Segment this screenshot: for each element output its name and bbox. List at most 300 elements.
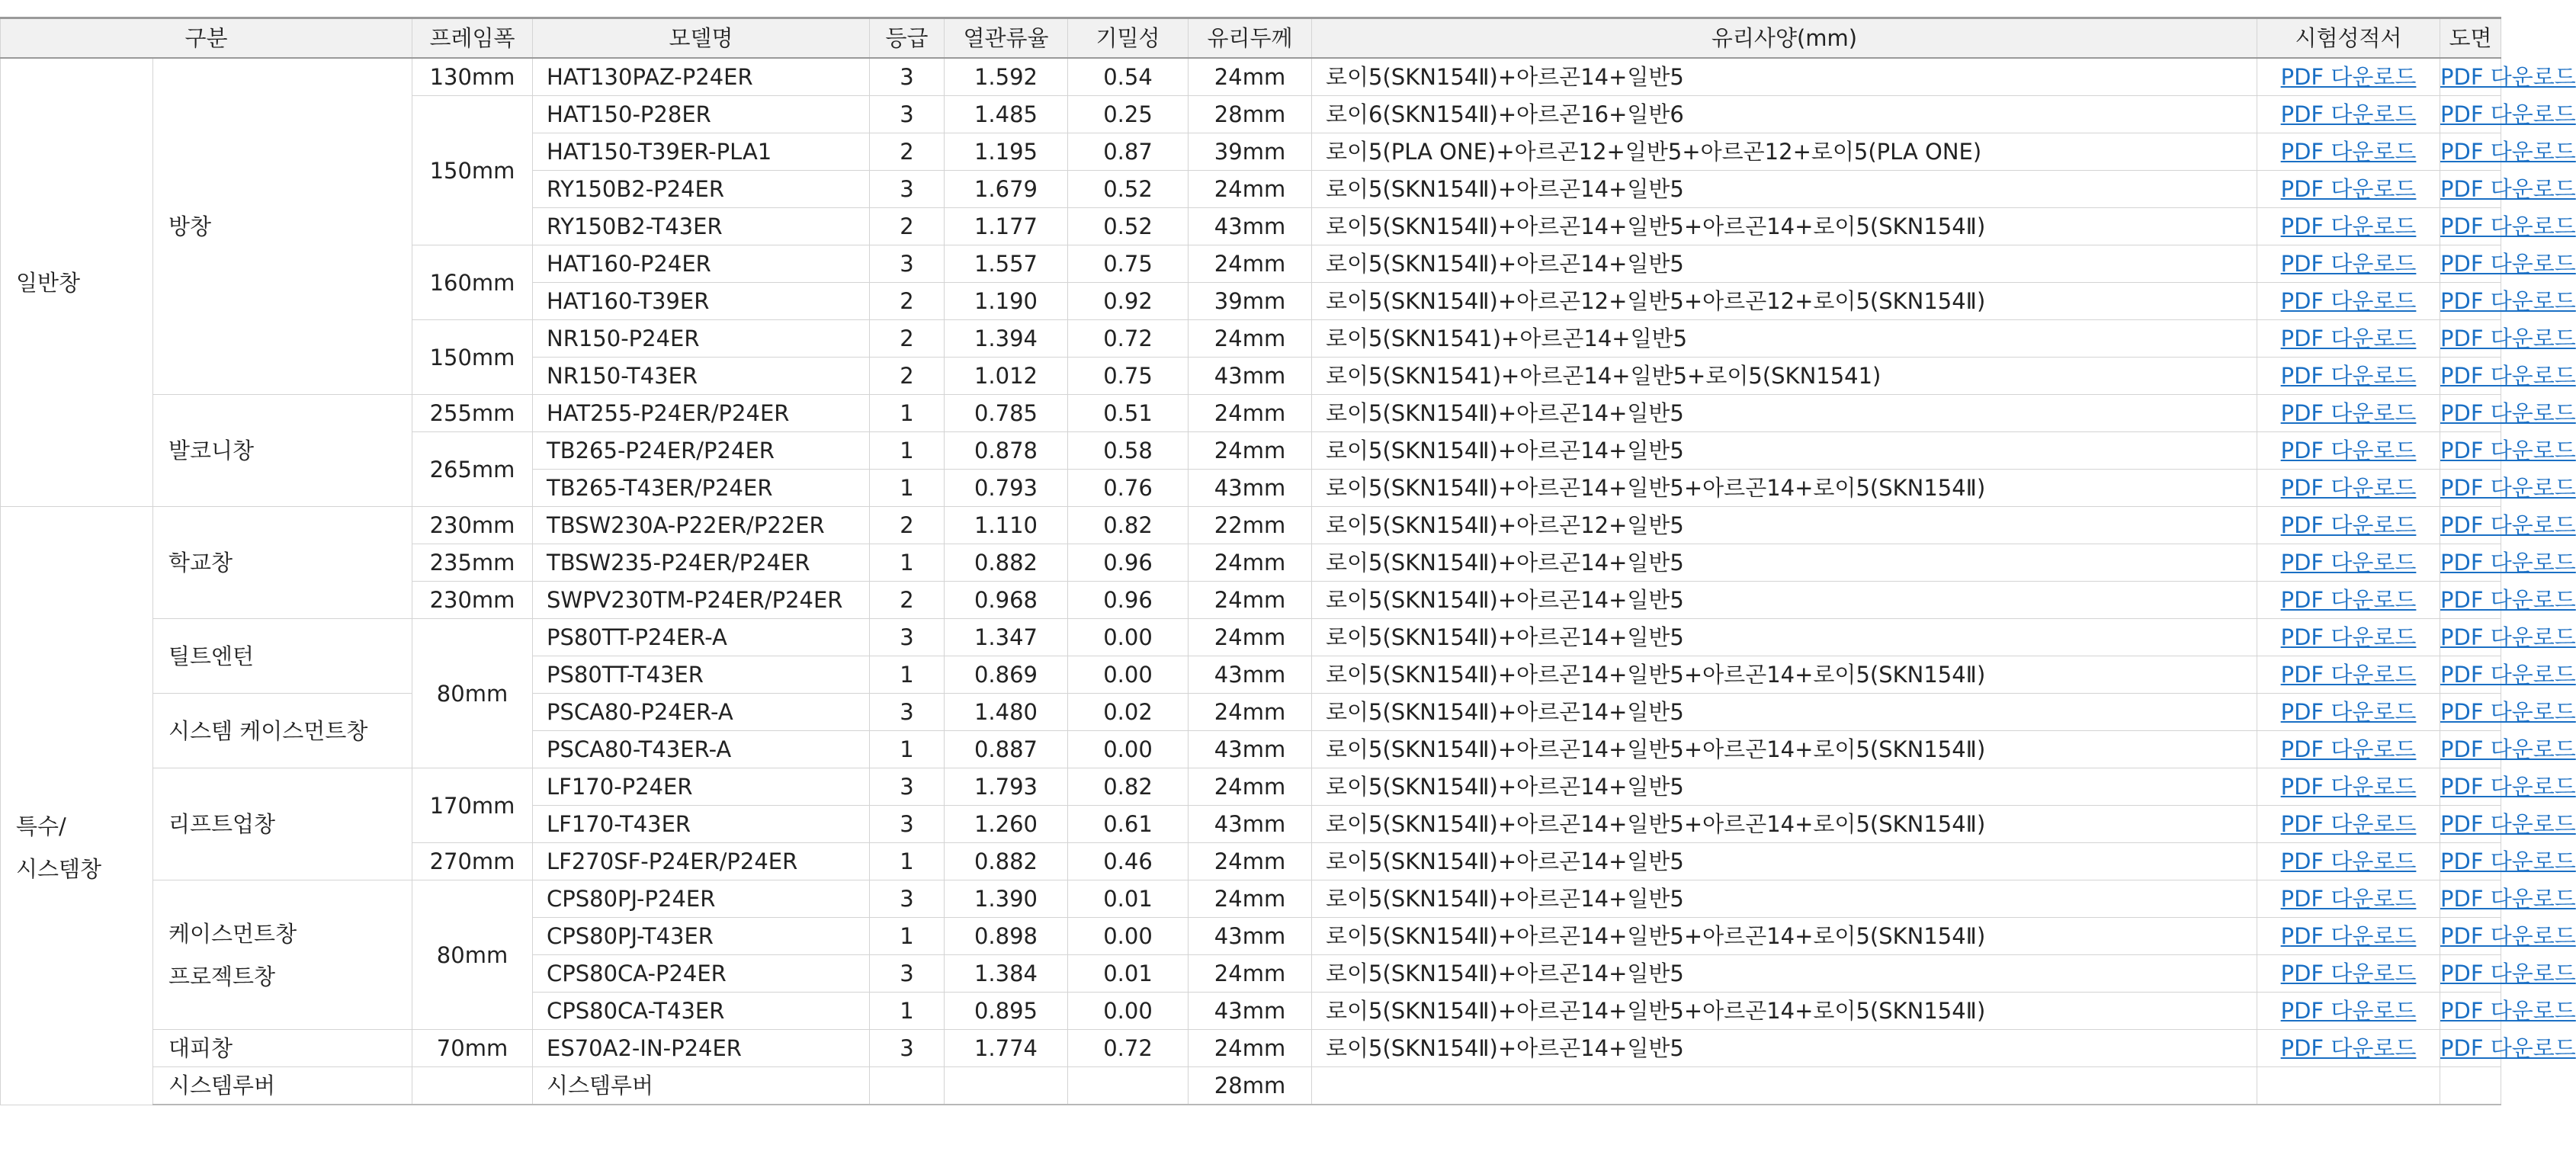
u-value: 1.480: [945, 694, 1068, 731]
glass-spec: 로이6(SKN154Ⅱ)+아르곤16+일반6: [1312, 96, 2257, 133]
glass-spec: 로이5(SKN154Ⅱ)+아르곤14+일반5: [1312, 245, 2257, 283]
table-row: [1, 395, 2501, 432]
glass-thickness: 24mm: [1189, 245, 1312, 283]
frame-louver: [412, 1067, 533, 1105]
drawing-pdf-cell: [2440, 656, 2576, 694]
grade: 3: [870, 1030, 945, 1067]
model-name: HAT130PAZ-P24ER: [533, 58, 870, 96]
drawing-pdf-cell: [2440, 133, 2576, 171]
glass-thickness: 28mm: [1189, 96, 1312, 133]
drawing-pdf-link[interactable]: PDF 다운로드: [2440, 923, 2576, 949]
drawing-pdf-link[interactable]: PDF 다운로드: [2440, 998, 2576, 1024]
test-report-pdf-link[interactable]: PDF 다운로드: [2280, 363, 2417, 389]
glass-thickness: 24mm: [1189, 955, 1312, 993]
glass-spec: 로이5(SKN154Ⅱ)+아르곤14+일반5+아르곤14+로이5(SKN154Ⅱ): [1312, 208, 2257, 245]
group-general: 일반창: [1, 58, 153, 507]
glass-thickness: 24mm: [1189, 320, 1312, 358]
table-row: [1, 768, 2501, 806]
grade: 3: [870, 619, 945, 656]
u-value: 1.592: [945, 58, 1068, 96]
table-row: [1, 58, 2501, 96]
frame-170: 170mm: [412, 768, 533, 843]
test-report-pdf-cell: [2257, 880, 2440, 918]
glass-thickness: 28mm: [1189, 1067, 1312, 1105]
drawing-pdf-cell: [2440, 208, 2576, 245]
test-report-pdf-link[interactable]: PDF 다운로드: [2280, 550, 2417, 576]
test-report-pdf-link[interactable]: PDF 다운로드: [2280, 961, 2417, 986]
glass-spec: 로이5(SKN154Ⅱ)+아르곤14+일반5+아르곤14+로이5(SKN154Ⅱ): [1312, 993, 2257, 1030]
header-airtightness: 기밀성: [1068, 18, 1189, 59]
glass-thickness: 24mm: [1189, 1030, 1312, 1067]
glass-thickness: 43mm: [1189, 208, 1312, 245]
model-name: PS80TT-P24ER-A: [533, 619, 870, 656]
model-name: CPS80CA-P24ER: [533, 955, 870, 993]
grade: 2: [870, 507, 945, 544]
test-report-pdf-link[interactable]: PDF 다운로드: [2280, 624, 2417, 650]
glass-thickness: 24mm: [1189, 395, 1312, 432]
model-name: LF270SF-P24ER/P24ER: [533, 843, 870, 880]
frame-150-nr: 150mm: [412, 320, 533, 395]
group-special-line2: 시스템창: [16, 855, 102, 882]
airtightness: 0.96: [1068, 544, 1189, 582]
glass-spec: 로이5(SKN154Ⅱ)+아르곤14+일반5: [1312, 955, 2257, 993]
glass-spec: 로이5(SKN154Ⅱ)+아르곤12+일반5+아르곤12+로이5(SKN154Ⅱ): [1312, 283, 2257, 320]
subcat-balcony: 발코니창: [153, 395, 412, 507]
test-report-pdf-cell: [2257, 918, 2440, 955]
u-value: 1.384: [945, 955, 1068, 993]
drawing-pdf-link[interactable]: PDF 다운로드: [2440, 662, 2576, 688]
grade: 1: [870, 918, 945, 955]
frame-270: 270mm: [412, 843, 533, 880]
drawing-pdf-cell: [2440, 694, 2576, 731]
drawing-pdf-cell: [2440, 507, 2576, 544]
test-report-pdf-cell: [2257, 58, 2440, 96]
glass-thickness: 43mm: [1189, 470, 1312, 507]
drawing-pdf-cell: [2440, 918, 2576, 955]
test-report-pdf-cell: [2257, 171, 2440, 208]
glass-thickness: 24mm: [1189, 582, 1312, 619]
frame-130: 130mm: [412, 58, 533, 96]
drawing-pdf-link[interactable]: PDF 다운로드: [2440, 587, 2576, 613]
grade: 2: [870, 320, 945, 358]
grade: 1: [870, 544, 945, 582]
grade: 1: [870, 470, 945, 507]
test-report-pdf-link[interactable]: PDF 다운로드: [2280, 1035, 2417, 1061]
test-report-pdf-cell: [2257, 358, 2440, 395]
frame-80: 80mm: [412, 619, 533, 768]
airtightness: 0.72: [1068, 1030, 1189, 1067]
drawing-pdf-cell: [2440, 470, 2576, 507]
test-report-pdf-link[interactable]: PDF 다운로드: [2280, 886, 2417, 912]
table-row: [1, 619, 2501, 656]
u-value: 1.177: [945, 208, 1068, 245]
grade: 2: [870, 283, 945, 320]
glass-thickness: 24mm: [1189, 880, 1312, 918]
airtightness: 0.75: [1068, 358, 1189, 395]
glass-spec: 로이5(SKN154Ⅱ)+아르곤14+일반5: [1312, 395, 2257, 432]
airtightness: 0.75: [1068, 245, 1189, 283]
subcat-louver: 시스템루버: [153, 1067, 412, 1105]
test-report-pdf-link[interactable]: PDF 다운로드: [2280, 326, 2417, 351]
u-value: [945, 1067, 1068, 1105]
drawing-pdf-link[interactable]: PDF 다운로드: [2440, 512, 2576, 538]
test-report-pdf-link[interactable]: PDF 다운로드: [2280, 662, 2417, 688]
drawing-pdf-cell: [2440, 171, 2576, 208]
airtightness: 0.01: [1068, 880, 1189, 918]
test-report-pdf-cell: [2257, 208, 2440, 245]
table-row: [1, 880, 2501, 918]
airtightness: 0.46: [1068, 843, 1189, 880]
u-value: 0.882: [945, 843, 1068, 880]
frame-230-swpv: 230mm: [412, 582, 533, 619]
airtightness: 0.92: [1068, 283, 1189, 320]
airtightness: 0.54: [1068, 58, 1189, 96]
header-model-name: 모델명: [533, 18, 870, 59]
test-report-pdf-cell: [2257, 432, 2440, 470]
grade: 3: [870, 806, 945, 843]
drawing-pdf-link[interactable]: PDF 다운로드: [2440, 1035, 2576, 1061]
table-row: [1, 507, 2501, 544]
grade: 3: [870, 880, 945, 918]
subcat-casement-line: 케이스먼트창: [168, 920, 297, 947]
test-report-pdf-link[interactable]: PDF 다운로드: [2280, 736, 2417, 762]
drawing-pdf-cell: [2440, 993, 2576, 1030]
subcat-liftup: 리프트업창: [153, 768, 412, 880]
grade: 1: [870, 656, 945, 694]
u-value: 1.485: [945, 96, 1068, 133]
airtightness: 0.87: [1068, 133, 1189, 171]
drawing-pdf-link[interactable]: PDF 다운로드: [2440, 400, 2576, 426]
airtightness: 0.51: [1068, 395, 1189, 432]
glass-spec: 로이5(SKN154Ⅱ)+아르곤14+일반5+아르곤14+로이5(SKN154Ⅱ): [1312, 731, 2257, 768]
drawing-pdf-link[interactable]: PDF 다운로드: [2440, 736, 2576, 762]
drawing-pdf-cell: [2440, 283, 2576, 320]
drawing-pdf-link[interactable]: PDF 다운로드: [2440, 64, 2576, 90]
drawing-pdf-cell: [2440, 806, 2576, 843]
model-name: NR150-T43ER: [533, 358, 870, 395]
airtightness: 0.52: [1068, 171, 1189, 208]
grade: 3: [870, 768, 945, 806]
test-report-pdf-cell: [2257, 993, 2440, 1030]
test-report-pdf-link[interactable]: PDF 다운로드: [2280, 176, 2417, 202]
drawing-pdf-link[interactable]: PDF 다운로드: [2440, 213, 2576, 239]
u-value: 1.679: [945, 171, 1068, 208]
airtightness: 0.25: [1068, 96, 1189, 133]
frame-235: 235mm: [412, 544, 533, 582]
test-report-pdf-link[interactable]: PDF 다운로드: [2280, 213, 2417, 239]
table-header-row: [1, 18, 2501, 59]
test-report-pdf-link[interactable]: PDF 다운로드: [2280, 288, 2417, 314]
drawing-pdf-link[interactable]: PDF 다운로드: [2440, 699, 2576, 725]
glass-thickness: 24mm: [1189, 768, 1312, 806]
airtightness: 0.00: [1068, 656, 1189, 694]
drawing-pdf-cell: [2440, 395, 2576, 432]
frame-265: 265mm: [412, 432, 533, 507]
test-report-pdf-link[interactable]: PDF 다운로드: [2280, 774, 2417, 800]
glass-spec: 로이5(SKN154Ⅱ)+아르곤14+일반5: [1312, 58, 2257, 96]
drawing-pdf-cell: [2440, 320, 2576, 358]
glass-spec: 로이5(SKN154Ⅱ)+아르곤14+일반5: [1312, 619, 2257, 656]
drawing-pdf-cell: [2440, 358, 2576, 395]
subcat-school: 학교창: [153, 507, 412, 619]
header-grade: 등급: [870, 18, 945, 59]
glass-thickness: 24mm: [1189, 694, 1312, 731]
glass-thickness: 24mm: [1189, 544, 1312, 582]
model-name: HAT150-P28ER: [533, 96, 870, 133]
glass-spec: 로이5(PLA ONE)+아르곤12+일반5+아르곤12+로이5(PLA ONE): [1312, 133, 2257, 171]
glass-spec: 로이5(SKN154Ⅱ)+아르곤12+일반5: [1312, 507, 2257, 544]
test-report-pdf-cell: [2257, 1067, 2440, 1105]
model-name: RY150B2-T43ER: [533, 208, 870, 245]
grade: 3: [870, 245, 945, 283]
glass-thickness: 43mm: [1189, 656, 1312, 694]
airtightness: 0.58: [1068, 432, 1189, 470]
grade: 1: [870, 432, 945, 470]
test-report-pdf-link[interactable]: PDF 다운로드: [2280, 438, 2417, 463]
drawing-pdf-cell: [2440, 1030, 2576, 1067]
drawing-pdf-cell: [2440, 880, 2576, 918]
group-special-line1: 특수/: [16, 813, 66, 839]
glass-thickness: 24mm: [1189, 843, 1312, 880]
header-u-value: 열관류율: [945, 18, 1068, 59]
grade: 2: [870, 133, 945, 171]
test-report-pdf-cell: [2257, 806, 2440, 843]
glass-spec: 로이5(SKN154Ⅱ)+아르곤14+일반5+아르곤14+로이5(SKN154Ⅱ): [1312, 918, 2257, 955]
u-value: 1.110: [945, 507, 1068, 544]
u-value: 0.968: [945, 582, 1068, 619]
drawing-pdf-link[interactable]: PDF 다운로드: [2440, 363, 2576, 389]
glass-spec: 로이5(SKN154Ⅱ)+아르곤14+일반5: [1312, 843, 2257, 880]
header-glass-spec: 유리사양(mm): [1312, 18, 2257, 59]
test-report-pdf-link[interactable]: PDF 다운로드: [2280, 101, 2417, 127]
u-value: 1.774: [945, 1030, 1068, 1067]
airtightness: 0.00: [1068, 918, 1189, 955]
glass-thickness: 43mm: [1189, 358, 1312, 395]
airtightness: 0.96: [1068, 582, 1189, 619]
glass-thickness: 43mm: [1189, 918, 1312, 955]
airtightness: 0.82: [1068, 507, 1189, 544]
glass-thickness: 39mm: [1189, 133, 1312, 171]
drawing-pdf-cell: [2440, 432, 2576, 470]
subcat-escape: 대피창: [153, 1030, 412, 1067]
header-category: 구분: [1, 18, 412, 59]
model-name: PSCA80-T43ER-A: [533, 731, 870, 768]
model-name: TB265-T43ER/P24ER: [533, 470, 870, 507]
table-row: [1, 1067, 2501, 1105]
u-value: 1.390: [945, 880, 1068, 918]
drawing-pdf-link[interactable]: PDF 다운로드: [2440, 326, 2576, 351]
drawing-pdf-cell: [2440, 1067, 2501, 1105]
glass-spec: 로이5(SKN154Ⅱ)+아르곤14+일반5: [1312, 432, 2257, 470]
test-report-pdf-cell: [2257, 507, 2440, 544]
header-drawing: 도면: [2440, 18, 2501, 59]
drawing-pdf-link[interactable]: PDF 다운로드: [2440, 550, 2576, 576]
u-value: 0.869: [945, 656, 1068, 694]
test-report-pdf-cell: [2257, 731, 2440, 768]
model-name: LF170-P24ER: [533, 768, 870, 806]
drawing-pdf-link[interactable]: PDF 다운로드: [2440, 438, 2576, 463]
drawing-pdf-link[interactable]: PDF 다운로드: [2440, 961, 2576, 986]
glass-thickness: 24mm: [1189, 619, 1312, 656]
test-report-pdf-link[interactable]: PDF 다운로드: [2280, 923, 2417, 949]
drawing-pdf-link[interactable]: PDF 다운로드: [2440, 251, 2576, 277]
drawing-pdf-link[interactable]: PDF 다운로드: [2440, 139, 2576, 165]
grade: 1: [870, 395, 945, 432]
u-value: 0.878: [945, 432, 1068, 470]
drawing-pdf-cell: [2440, 544, 2576, 582]
model-name: CPS80CA-T43ER: [533, 993, 870, 1030]
subcat-bangchang: 방창: [153, 58, 412, 395]
drawing-pdf-cell: [2440, 619, 2576, 656]
drawing-pdf-cell: [2440, 768, 2576, 806]
header-frame-width: 프레임폭: [412, 18, 533, 59]
airtightness: [1068, 1067, 1189, 1105]
test-report-pdf-link[interactable]: PDF 다운로드: [2280, 998, 2417, 1024]
test-report-pdf-cell: [2257, 470, 2440, 507]
frame-80-cps: 80mm: [412, 880, 533, 1030]
test-report-pdf-link[interactable]: PDF 다운로드: [2280, 811, 2417, 837]
drawing-pdf-link[interactable]: PDF 다운로드: [2440, 624, 2576, 650]
drawing-pdf-link[interactable]: PDF 다운로드: [2440, 101, 2576, 127]
model-name: HAT150-T39ER-PLA1: [533, 133, 870, 171]
drawing-pdf-link[interactable]: PDF 다운로드: [2440, 811, 2576, 837]
u-value: 1.260: [945, 806, 1068, 843]
frame-70: 70mm: [412, 1030, 533, 1067]
airtightness: 0.82: [1068, 768, 1189, 806]
drawing-pdf-link[interactable]: PDF 다운로드: [2440, 848, 2576, 874]
grade: 3: [870, 58, 945, 96]
model-name: PS80TT-T43ER: [533, 656, 870, 694]
test-report-pdf-cell: [2257, 656, 2440, 694]
glass-spec: 로이5(SKN154Ⅱ)+아르곤14+일반5: [1312, 171, 2257, 208]
grade: [870, 1067, 945, 1105]
glass-spec: 로이5(SKN154Ⅱ)+아르곤14+일반5+아르곤14+로이5(SKN154Ⅱ): [1312, 806, 2257, 843]
model-name: TBSW235-P24ER/P24ER: [533, 544, 870, 582]
drawing-pdf-cell: [2440, 582, 2576, 619]
model-name: SWPV230TM-P24ER/P24ER: [533, 582, 870, 619]
test-report-pdf-link[interactable]: PDF 다운로드: [2280, 512, 2417, 538]
grade: 1: [870, 731, 945, 768]
drawing-pdf-link[interactable]: PDF 다운로드: [2440, 176, 2576, 202]
test-report-pdf-link[interactable]: PDF 다운로드: [2280, 400, 2417, 426]
subcat-system-casement: 시스템 케이스먼트창: [153, 694, 412, 768]
model-name: TB265-P24ER/P24ER: [533, 432, 870, 470]
grade: 2: [870, 358, 945, 395]
model-name: HAT160-P24ER: [533, 245, 870, 283]
test-report-pdf-cell: [2257, 1030, 2440, 1067]
drawing-pdf-cell: [2440, 843, 2576, 880]
airtightness: 0.02: [1068, 694, 1189, 731]
grade: 3: [870, 96, 945, 133]
drawing-pdf-link[interactable]: PDF 다운로드: [2440, 774, 2576, 800]
test-report-pdf-cell: [2257, 395, 2440, 432]
model-name: NR150-P24ER: [533, 320, 870, 358]
test-report-pdf-link[interactable]: PDF 다운로드: [2280, 251, 2417, 277]
model-name: LF170-T43ER: [533, 806, 870, 843]
glass-thickness: 22mm: [1189, 507, 1312, 544]
frame-160: 160mm: [412, 245, 533, 320]
test-report-pdf-link[interactable]: PDF 다운로드: [2280, 848, 2417, 874]
frame-255: 255mm: [412, 395, 533, 432]
drawing-pdf-cell: [2440, 96, 2576, 133]
model-name: ES70A2-IN-P24ER: [533, 1030, 870, 1067]
glass-thickness: 43mm: [1189, 806, 1312, 843]
airtightness: 0.52: [1068, 208, 1189, 245]
glass-thickness: 24mm: [1189, 432, 1312, 470]
table-body: [1, 58, 2576, 1105]
test-report-pdf-link[interactable]: PDF 다운로드: [2280, 64, 2417, 90]
frame-150: 150mm: [412, 96, 533, 245]
glass-thickness: 43mm: [1189, 731, 1312, 768]
glass-spec: 로이5(SKN154Ⅱ)+아르곤14+일반5: [1312, 694, 2257, 731]
test-report-pdf-cell: [2257, 582, 2440, 619]
table-row: [1, 1030, 2501, 1067]
drawing-pdf-link[interactable]: PDF 다운로드: [2440, 475, 2576, 501]
test-report-pdf-cell: [2257, 320, 2440, 358]
test-report-pdf-cell: [2257, 544, 2440, 582]
glass-spec: 로이5(SKN154Ⅱ)+아르곤14+일반5: [1312, 768, 2257, 806]
u-value: 1.347: [945, 619, 1068, 656]
test-report-pdf-cell: [2257, 843, 2440, 880]
airtightness: 0.00: [1068, 619, 1189, 656]
u-value: 1.190: [945, 283, 1068, 320]
u-value: 0.887: [945, 731, 1068, 768]
u-value: 1.394: [945, 320, 1068, 358]
test-report-pdf-link[interactable]: PDF 다운로드: [2280, 587, 2417, 613]
frame-230: 230mm: [412, 507, 533, 544]
glass-spec: 로이5(SKN1541)+아르곤14+일반5+로이5(SKN1541): [1312, 358, 2257, 395]
model-name: CPS80PJ-T43ER: [533, 918, 870, 955]
test-report-pdf-cell: [2257, 768, 2440, 806]
drawing-pdf-link[interactable]: PDF 다운로드: [2440, 886, 2576, 912]
glass-spec: [1312, 1067, 2257, 1105]
airtightness: 0.01: [1068, 955, 1189, 993]
airtightness: 0.00: [1068, 731, 1189, 768]
drawing-pdf-cell: [2440, 245, 2576, 283]
glass-spec: 로이5(SKN154Ⅱ)+아르곤14+일반5: [1312, 544, 2257, 582]
model-name: PSCA80-P24ER-A: [533, 694, 870, 731]
grade: 3: [870, 694, 945, 731]
test-report-pdf-cell: [2257, 694, 2440, 731]
u-value: 0.898: [945, 918, 1068, 955]
test-report-pdf-cell: [2257, 96, 2440, 133]
test-report-pdf-link[interactable]: PDF 다운로드: [2280, 475, 2417, 501]
glass-spec: 로이5(SKN154Ⅱ)+아르곤14+일반5: [1312, 582, 2257, 619]
grade: 2: [870, 582, 945, 619]
u-value: 0.895: [945, 993, 1068, 1030]
product-spec-table: [0, 17, 2576, 1105]
test-report-pdf-link[interactable]: PDF 다운로드: [2280, 139, 2417, 165]
model-name: HAT160-T39ER: [533, 283, 870, 320]
model-name: CPS80PJ-P24ER: [533, 880, 870, 918]
table-row: [1, 694, 2501, 731]
test-report-pdf-link[interactable]: PDF 다운로드: [2280, 699, 2417, 725]
subcat-casement-project: [153, 880, 412, 1030]
test-report-pdf-cell: [2257, 283, 2440, 320]
airtightness: 0.00: [1068, 993, 1189, 1030]
test-report-pdf-cell: [2257, 619, 2440, 656]
test-report-pdf-cell: [2257, 955, 2440, 993]
grade: 3: [870, 955, 945, 993]
glass-thickness: 24mm: [1189, 171, 1312, 208]
u-value: 0.785: [945, 395, 1068, 432]
drawing-pdf-cell: [2440, 58, 2576, 96]
model-name: 시스템루버: [533, 1067, 870, 1105]
model-name: HAT255-P24ER/P24ER: [533, 395, 870, 432]
u-value: 1.195: [945, 133, 1068, 171]
drawing-pdf-link[interactable]: PDF 다운로드: [2440, 288, 2576, 314]
u-value: 1.793: [945, 768, 1068, 806]
